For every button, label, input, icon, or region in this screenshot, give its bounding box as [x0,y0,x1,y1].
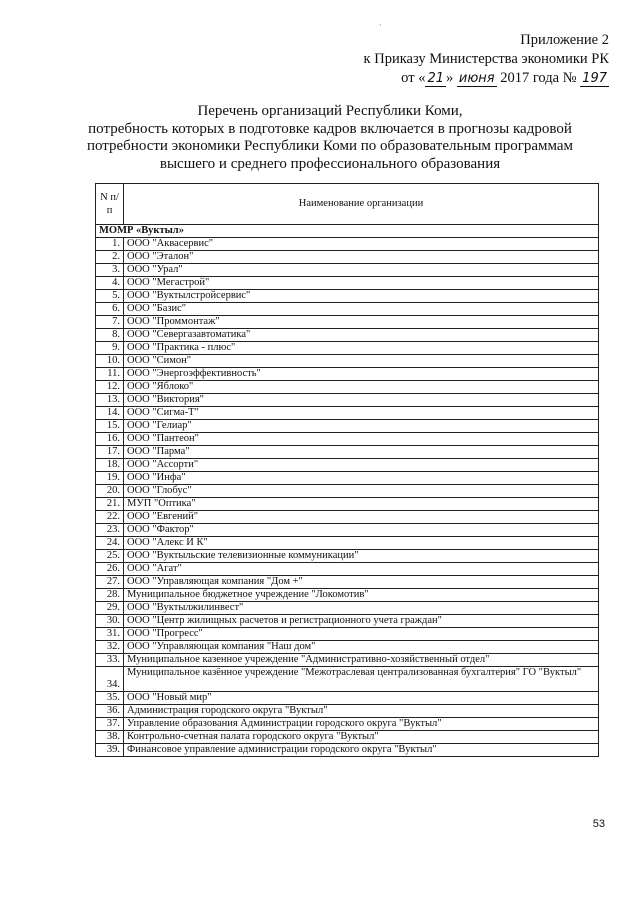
row-number: 25. [96,550,124,563]
organization-name: Финансовое управление администрации городского округа "Вуктыл" [124,744,599,757]
row-number: 14. [96,407,124,420]
name-column-header: Наименование организации [124,184,599,225]
row-number: 7. [96,316,124,329]
row-number: 26. [96,563,124,576]
table-row [96,407,599,420]
table-row [96,368,599,381]
organization-name: ООО "Вуктылстройсервис" [124,290,599,303]
organization-name: ООО "Новый мир" [124,692,599,705]
table-row [96,420,599,433]
table-row [96,615,599,628]
group-row [96,225,599,238]
row-number: 31. [96,628,124,641]
row-number: 23. [96,524,124,537]
organization-name: ООО "Евгений" [124,511,599,524]
date-prefix: от « [401,70,426,86]
table-row [96,342,599,355]
row-number: 20. [96,485,124,498]
table-row [96,654,599,667]
organization-name: ООО "Центр жилищных расчетов и регистрационного учета граждан" [124,615,599,628]
organization-name: ООО "Управляющая компания "Наш дом" [124,641,599,654]
scan-mark: · [379,21,382,30]
table-row [96,433,599,446]
page-number: 53 [592,818,605,830]
organization-name: ООО "Симон" [124,355,599,368]
organization-name: ООО "Урал" [124,264,599,277]
table-header-row [96,184,599,225]
row-number: 34. [96,667,124,692]
organization-name: ООО "Базис" [124,303,599,316]
row-number: 37. [96,718,124,731]
table-row [96,563,599,576]
organization-name: ООО "Виктория" [124,394,599,407]
row-number: 22. [96,511,124,524]
table-row [96,290,599,303]
organization-name: ООО "Управляющая компания "Дом +" [124,576,599,589]
organization-name: ООО "Энергоэффективность" [124,368,599,381]
row-number: 8. [96,329,124,342]
order-reference: к Приказу Министерства экономики РК [363,51,609,67]
group-label: МОМР «Вуктыл» [96,225,599,238]
row-number: 9. [96,342,124,355]
table-row [96,705,599,718]
row-number: 2. [96,251,124,264]
table-row [96,316,599,329]
table-row [96,485,599,498]
title-line-1: Перечень организаций Республики Коми, [197,103,463,119]
table-row [96,238,599,251]
organization-name: ООО "Инфа" [124,472,599,485]
organization-name: ООО "Аквасервис" [124,238,599,251]
table-row [96,511,599,524]
organization-name: Администрация городского округа "Вуктыл" [124,705,599,718]
table-row [96,303,599,316]
organization-name: ООО "Фактор" [124,524,599,537]
row-number: 4. [96,277,124,290]
organization-name: ООО "Парма" [124,446,599,459]
row-number: 35. [96,692,124,705]
table-row [96,718,599,731]
table-row [96,692,599,705]
table-row [96,277,599,290]
organization-name: ООО "Алекс И К" [124,537,599,550]
row-number: 10. [96,355,124,368]
row-number: 1. [96,238,124,251]
row-number: 38. [96,731,124,744]
organization-name: ООО "Сигма-Т" [124,407,599,420]
organizations-table [95,183,599,757]
table-row [96,667,599,692]
document-title [70,103,590,173]
organization-name: ООО "Мегастрой" [124,277,599,290]
row-number: 33. [96,654,124,667]
table-row [96,537,599,550]
table-row [96,459,599,472]
organization-name: ООО "Пантеон" [124,433,599,446]
table-row [96,628,599,641]
table-row [96,524,599,537]
title-line-3: потребности экономики Республики Коми по образовательным программам [86,138,574,154]
table-row [96,731,599,744]
organization-name: Управление образования Администрации городского округа "Вуктыл" [124,718,599,731]
row-number: 24. [96,537,124,550]
organization-name: ООО "Агат" [124,563,599,576]
row-number: 27. [96,576,124,589]
table-row [96,641,599,654]
row-number: 15. [96,420,124,433]
row-number: 11. [96,368,124,381]
row-number: 19. [96,472,124,485]
table-row [96,744,599,757]
title-line-4: высшего и среднего профессионального образования [159,155,501,172]
table-row [96,264,599,277]
table-row [96,446,599,459]
organization-name: ООО "Вуктылжилинвест" [124,602,599,615]
organization-name: Контрольно-счетная палата городского округа "Вуктыл" [124,731,599,744]
table-row [96,472,599,485]
document-header [364,31,609,88]
organization-name: Муниципальное казённое учреждение "Межотраслевая централизованная бухгалтерия" ГО "Вуктыл" [124,667,599,692]
row-number: 13. [96,394,124,407]
organization-name: ООО "Проммонтаж" [124,316,599,329]
row-number: 5. [96,290,124,303]
row-number: 39. [96,744,124,757]
row-number: 29. [96,602,124,615]
row-number: 17. [96,446,124,459]
table-row [96,355,599,368]
appendix-label: Приложение 2 [520,32,609,48]
organization-name: ООО "Глобус" [124,485,599,498]
row-number: 32. [96,641,124,654]
table-row [96,394,599,407]
organization-name: Муниципальное казенное учреждение "Административно-хозяйственный отдел" [124,654,599,667]
table-row [96,576,599,589]
handwritten-month: июня [458,71,495,86]
table-row [96,381,599,394]
handwritten-order-number: 197 [582,71,607,86]
organization-name: ООО "Прогресс" [124,628,599,641]
organization-name: ООО "Яблоко" [124,381,599,394]
organization-name: ООО "Вуктыльские телевизионные коммуникации" [124,550,599,563]
row-number: 30. [96,615,124,628]
table-row [96,550,599,563]
organization-name: ООО "Севергазавтоматика" [124,329,599,342]
table-row [96,329,599,342]
order-date-line [364,69,609,88]
row-number: 18. [96,459,124,472]
organization-name: ООО "Эталон" [124,251,599,264]
table-body [96,225,599,757]
row-number: 12. [96,381,124,394]
row-number: 16. [96,433,124,446]
table-row [96,251,599,264]
row-number: 21. [96,498,124,511]
organization-name: ООО "Практика - плюс" [124,342,599,355]
row-number: 28. [96,589,124,602]
organization-name: ООО "Гелиар" [124,420,599,433]
organization-name: МУП "Оптика" [124,498,599,511]
organization-name: ООО "Ассорти" [124,459,599,472]
row-number: 6. [96,303,124,316]
date-mid: » [446,70,457,86]
number-column-header: N п/п [96,184,124,225]
table-row [96,602,599,615]
organization-name: Муниципальное бюджетное учреждение "Локомотив" [124,589,599,602]
row-number: 3. [96,264,124,277]
table-row [96,498,599,511]
title-line-2: потребность которых в подготовке кадров включается в прогнозы кадровой [88,120,572,137]
date-suffix: 2017 года № [496,70,581,86]
handwritten-day: 21 [427,71,444,86]
table-row [96,589,599,602]
row-number: 36. [96,705,124,718]
